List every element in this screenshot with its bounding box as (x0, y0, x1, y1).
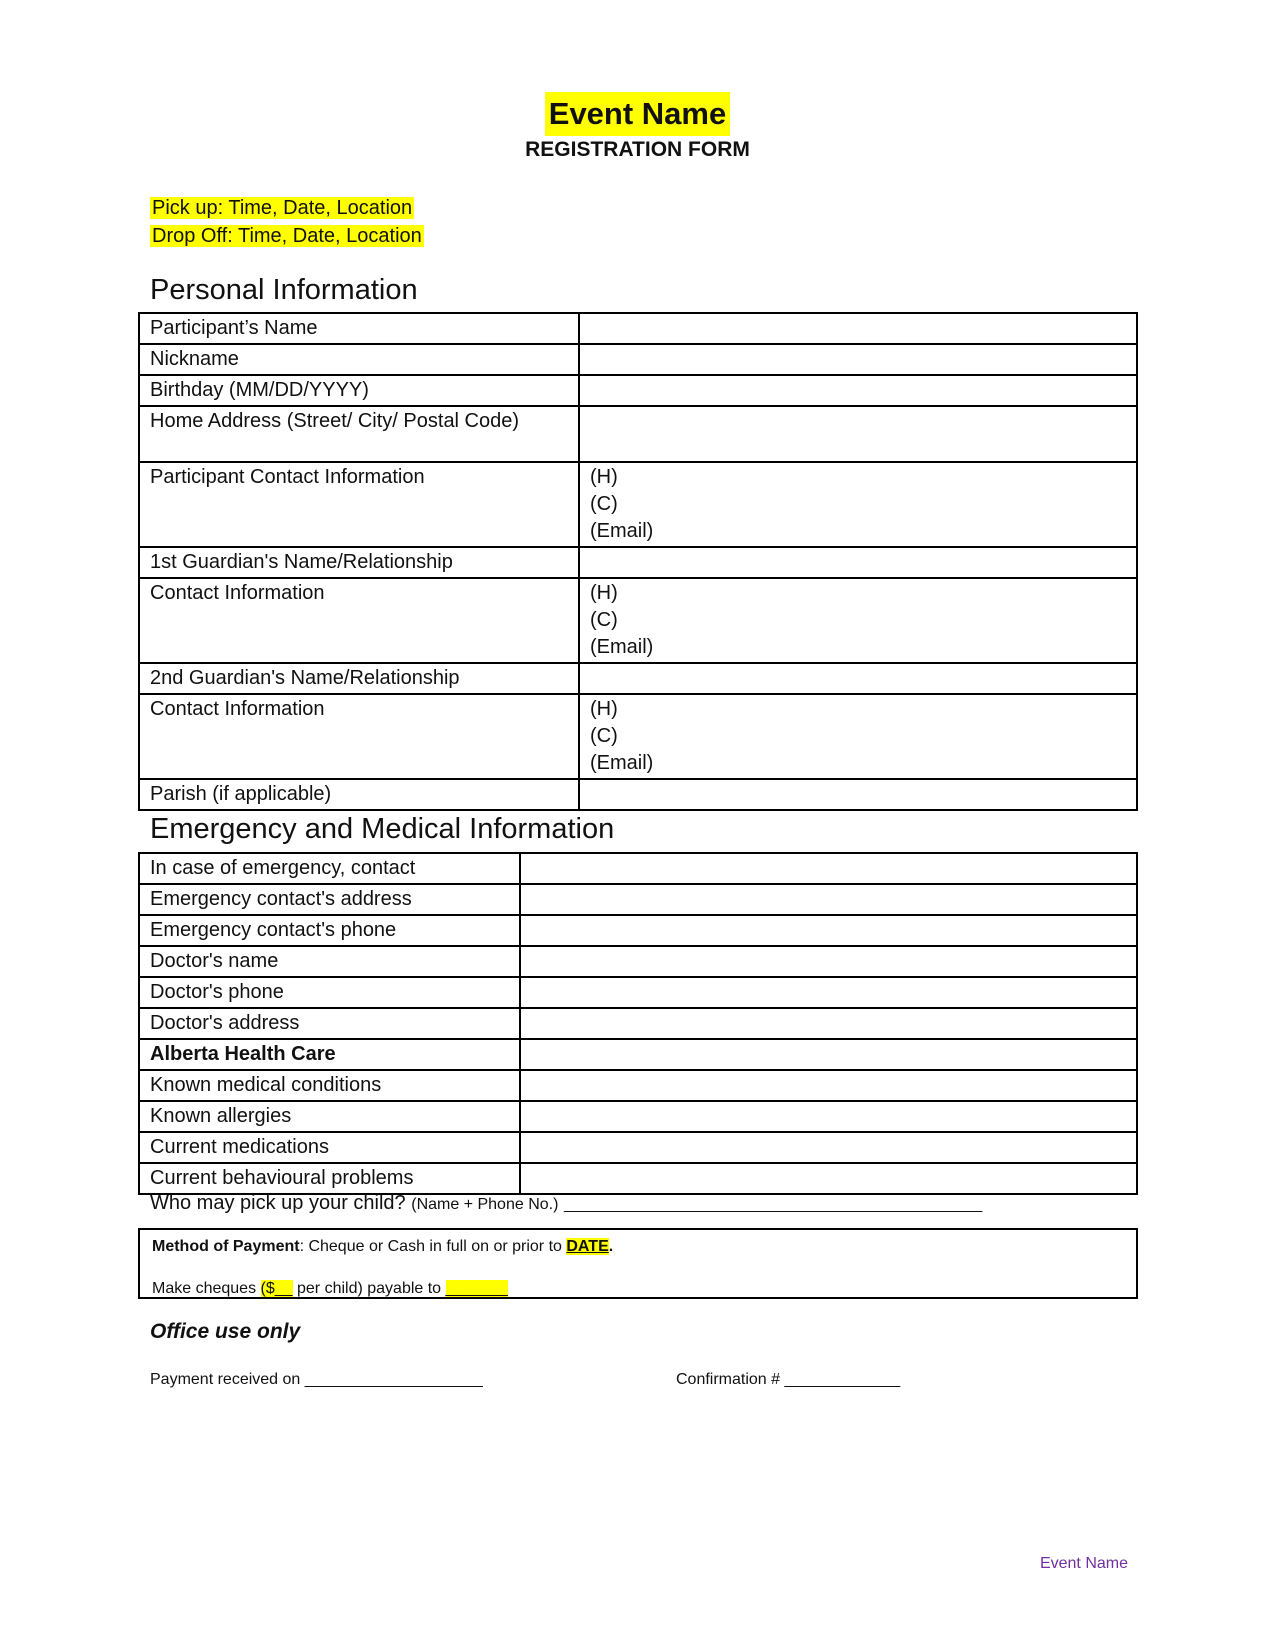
emergency-medical-heading: Emergency and Medical Information (150, 813, 615, 845)
doctor-phone-field[interactable] (520, 977, 1137, 1008)
table-row (139, 1101, 1137, 1132)
allergies-label: Known allergies (139, 1101, 520, 1132)
payment-period: . (608, 1238, 614, 1255)
table-row (139, 578, 1137, 663)
table-row (139, 884, 1137, 915)
doctor-name-field[interactable] (520, 946, 1137, 977)
medications-field[interactable] (520, 1132, 1137, 1163)
doctor-phone-label: Doctor's phone (139, 977, 520, 1008)
email-line: (Email) (590, 636, 654, 658)
table-row (139, 1132, 1137, 1163)
alberta-health-care-field[interactable] (520, 1039, 1137, 1070)
emergency-address-field[interactable] (520, 884, 1137, 915)
medical-conditions-field[interactable] (520, 1070, 1137, 1101)
personal-information-heading: Personal Information (150, 274, 418, 306)
table-row (139, 1039, 1137, 1070)
guardian1-contact-field[interactable] (579, 578, 1137, 663)
table-row (139, 344, 1137, 375)
parish-label: Parish (if applicable) (139, 779, 579, 810)
confirmation-number-line: Confirmation # _____________ (676, 1371, 901, 1388)
participant-name-field[interactable] (579, 313, 1137, 344)
doctor-address-label: Doctor's address (139, 1008, 520, 1039)
participant-contact-label: Participant Contact Information (139, 462, 579, 547)
guardian2-contact-label: Contact Information (139, 694, 579, 779)
behavioural-problems-field[interactable] (520, 1163, 1137, 1194)
table-row (139, 977, 1137, 1008)
make-cheques-text: Make cheques (152, 1280, 261, 1297)
emergency-contact-label: In case of emergency, contact (139, 853, 520, 884)
home-phone-line: (H) (590, 698, 618, 720)
table-row (139, 1070, 1137, 1101)
event-name-title: Event Name (545, 92, 730, 136)
pickup-child-hint: (Name + Phone No.) (411, 1196, 559, 1213)
table-row (139, 1008, 1137, 1039)
emergency-medical-table (138, 852, 1138, 1195)
birthday-label: Birthday (MM/DD/YYYY) (139, 375, 579, 406)
pickup-child-blank[interactable]: _______________________________________________ (563, 1196, 983, 1213)
cell-phone-line: (C) (590, 493, 618, 515)
payee-blank: _______ (445, 1280, 508, 1297)
table-row (139, 694, 1137, 779)
table-row (139, 547, 1137, 578)
cell-phone-line: (C) (590, 609, 618, 631)
email-line: (Email) (590, 520, 654, 542)
guardian1-name-label: 1st Guardian's Name/Relationship (139, 547, 579, 578)
registration-form-subtitle: REGISTRATION FORM (525, 138, 750, 161)
document-title-wrap (0, 92, 1275, 136)
emergency-address-label: Emergency contact's address (139, 884, 520, 915)
parish-field[interactable] (579, 779, 1137, 810)
guardian2-name-field[interactable] (579, 663, 1137, 694)
behavioural-problems-label: Current behavioural problems (139, 1163, 520, 1194)
guardian2-name-label: 2nd Guardian's Name/Relationship (139, 663, 579, 694)
medications-label: Current medications (139, 1132, 520, 1163)
office-use-heading: Office use only (150, 1320, 301, 1343)
allergies-field[interactable] (520, 1101, 1137, 1132)
medical-conditions-label: Known medical conditions (139, 1070, 520, 1101)
home-address-label: Home Address (Street/ City/ Postal Code) (139, 406, 579, 462)
footer-event-name: Event Name (1039, 1555, 1128, 1572)
table-row (139, 1163, 1137, 1194)
pick-up-line: Pick up: Time, Date, Location (152, 197, 413, 219)
table-row (139, 915, 1137, 946)
method-of-payment-text: : Cheque or Cash in full on or prior to (299, 1238, 567, 1255)
payment-received-line: Payment received on ____________________ (150, 1371, 483, 1388)
table-row (139, 779, 1137, 810)
home-phone-line: (H) (590, 582, 618, 604)
cell-phone-line: (C) (590, 725, 618, 747)
home-phone-line: (H) (590, 466, 618, 488)
pickup-child-question: Who may pick up your child? (150, 1192, 406, 1214)
nickname-field[interactable] (579, 344, 1137, 375)
table-row (139, 946, 1137, 977)
table-row (139, 313, 1137, 344)
participant-contact-field[interactable] (579, 462, 1137, 547)
drop-off-line: Drop Off: Time, Date, Location (152, 225, 422, 247)
guardian2-contact-field[interactable] (579, 694, 1137, 779)
nickname-label: Nickname (139, 344, 579, 375)
emergency-phone-field[interactable] (520, 915, 1137, 946)
table-row (139, 853, 1137, 884)
table-row (139, 406, 1137, 462)
personal-information-table (138, 312, 1138, 811)
home-address-field[interactable] (579, 406, 1137, 462)
payment-box (138, 1228, 1138, 1299)
cheque-amount: ($__ (260, 1280, 293, 1297)
per-child-text: per child) payable to (292, 1280, 446, 1297)
doctor-name-label: Doctor's name (139, 946, 520, 977)
birthday-field[interactable] (579, 375, 1137, 406)
table-row (139, 462, 1137, 547)
payment-date: DATE (566, 1238, 609, 1255)
table-row (139, 375, 1137, 406)
pickup-child-line (150, 1192, 982, 1215)
guardian1-contact-label: Contact Information (139, 578, 579, 663)
alberta-health-care-label: Alberta Health Care (139, 1039, 520, 1070)
method-of-payment-label: Method of Payment (152, 1238, 300, 1255)
table-row (139, 663, 1137, 694)
guardian1-name-field[interactable] (579, 547, 1137, 578)
email-line: (Email) (590, 752, 654, 774)
participant-name-label: Participant’s Name (139, 313, 579, 344)
emergency-contact-field[interactable] (520, 853, 1137, 884)
doctor-address-field[interactable] (520, 1008, 1137, 1039)
emergency-phone-label: Emergency contact's phone (139, 915, 520, 946)
pickup-dropoff-info (150, 194, 424, 250)
